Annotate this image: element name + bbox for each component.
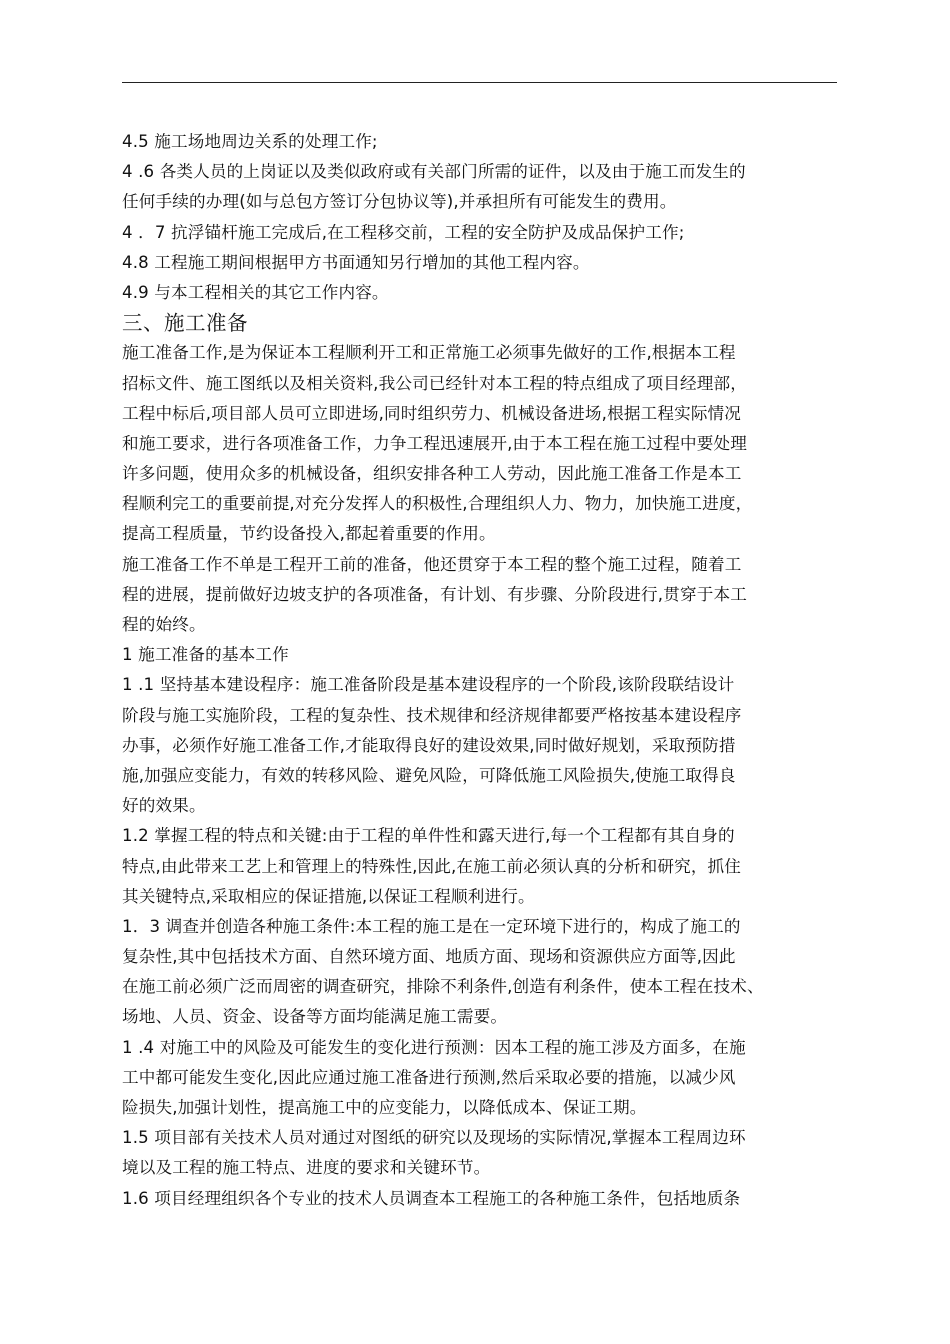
paragraph-line: 1．3 调查并创造各种施工条件:本工程的施工是在一定环境下进行的，构成了施工的 [122,916,741,936]
paragraph-line: 工中都可能发生变化,因此应通过施工准备进行预测,然后采取必要的措施，以减少风 [122,1067,736,1087]
paragraph-line: 施工准备工作,是为保证本工程顺利开工和正常施工必须事先做好的工作,根据本工程 [122,343,736,363]
paragraph-line: 1.5 项目部有关技术人员对通过对图纸的研究以及现场的实际情况,掌握本工程周边环 [122,1128,746,1148]
paragraph-line: 施,加强应变能力，有效的转移风险、避免风险，可降低施工风险损失,使施工取得良 [122,765,736,785]
header-rule [122,82,837,83]
paragraph-line: 任何手续的办理(如与总包方签订分包协议等),并承担所有可能发生的费用。 [122,192,677,212]
paragraph-line: 4.9 与本工程相关的其它工作内容。 [122,282,389,302]
subsection-heading: 1 施工准备的基本工作 [122,645,289,665]
paragraph-line: 4 .6 各类人员的上岗证以及类似政府或有关部门所需的证件，以及由于施工而发生的 [122,162,746,182]
paragraph-line: 1 .4 对施工中的风险及可能发生的变化进行预测：因本工程的施工涉及方面多，在施 [122,1037,746,1057]
paragraph-line: 阶段与施工实施阶段，工程的复杂性、技术规律和经济规律都要严格按基本建设程序 [122,705,742,725]
paragraph-line: 好的效果。 [122,796,206,816]
paragraph-line: 提高工程质量，节约设备投入,都起着重要的作用。 [122,524,496,544]
paragraph-line: 和施工要求，进行各项准备工作，力争工程迅速展开,由于本工程在施工过程中要处理 [122,433,747,453]
paragraph-line: 许多问题，使用众多的机械设备，组织安排各种工人劳动，因此施工准备工作是本工 [122,464,742,484]
paragraph-line: 险损失,加强计划性，提高施工中的应变能力，以降低成本、保证工期。 [122,1098,647,1117]
paragraph-line: 招标文件、施工图纸以及相关资料,我公司已经针对本工程的特点组成了项目经理部， [122,373,747,393]
paragraph-line: 1.2 掌握工程的特点和关键:由于工程的单件性和露天进行,每一个工程都有其自身的 [122,826,735,846]
paragraph-line: 特点,由此带来工艺上和管理上的特殊性,因此,在施工前必须认真的分析和研究，抓住 [122,856,742,876]
section-heading: 三、施工准备 [122,311,248,336]
paragraph-line: 4 ．7 抗浮锚杆施工完成后,在工程移交前，工程的安全防护及成品保护工作; [122,222,685,242]
paragraph-line: 境以及工程的施工特点、进度的要求和关键环节。 [122,1158,491,1178]
paragraph-line: 4.5 施工场地周边关系的处理工作; [122,132,378,151]
paragraph-line: 复杂性,其中包括技术方面、自然环境方面、地质方面、现场和资源供应方面等,因此 [122,947,736,967]
paragraph-line: 4.8 工程施工期间根据甲方书面通知另行增加的其他工程内容。 [122,252,590,272]
document-body [122,127,840,1214]
paragraph-line: 在施工前必须广泛而周密的调查研究，排除不利条件,创造有利条件，使本工程在技术、 [122,977,764,997]
paragraph-line: 其关键特点,采取相应的保证措施,以保证工程顺利进行。 [122,886,535,906]
paragraph-line: 程的始终。 [122,615,206,634]
paragraph-line: 1.6 项目经理组织各个专业的技术人员调查本工程施工的各种施工条件，包括地质条 [122,1188,741,1208]
paragraph-line: 办事，必须作好施工准备工作,才能取得良好的建设效果,同时做好规划，采取预防措 [122,735,736,755]
paragraph-line: 程顺利完工的重要前提,对充分发挥人的积极性,合理组织人力、物力，加快施工进度， [122,494,753,514]
paragraph-line: 场地、人员、资金、设备等方面均能满足施工需要。 [122,1007,508,1027]
paragraph-line: 施工准备工作不单是工程开工前的准备，他还贯穿于本工程的整个施工过程，随着工 [122,554,742,574]
paragraph-line: 工程中标后,项目部人员可立即进场,同时组织劳力、机械设备进场,根据工程实际情况 [122,403,742,423]
paragraph-line: 程的进展，提前做好边坡支护的各项准备，有计划、有步骤、分阶段进行,贯穿于本工 [122,584,747,604]
paragraph-line: 1 .1 坚持基本建设程序：施工准备阶段是基本建设程序的一个阶段,该阶段联结设计 [122,675,735,695]
